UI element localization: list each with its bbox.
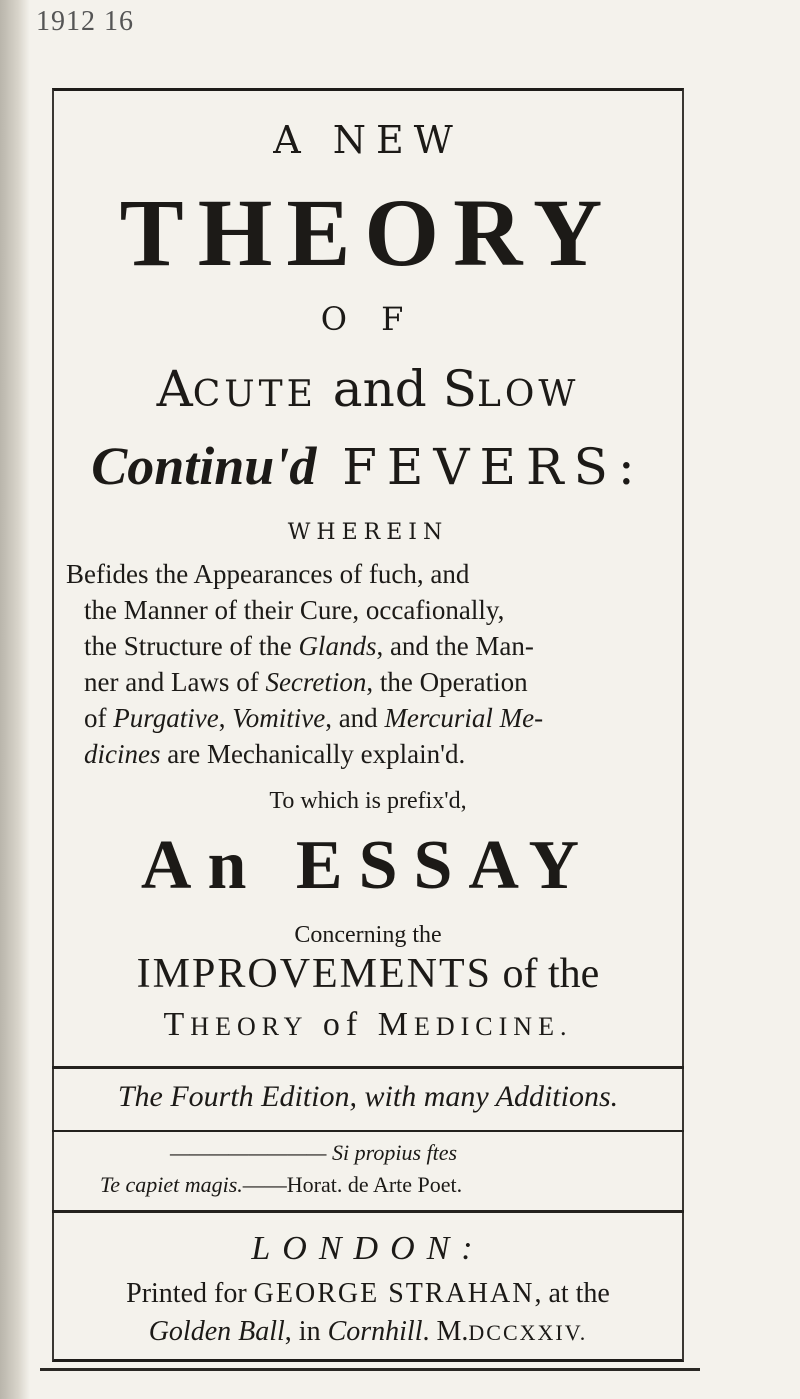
scan-edge — [0, 0, 30, 1399]
medicine-initial: M — [377, 1006, 414, 1043]
slow-rest: LOW — [476, 374, 580, 415]
concerning-line: Concerning the — [294, 922, 442, 948]
imprint-printed — [52, 1278, 684, 1310]
text: the Structure of the — [84, 631, 299, 661]
golden-ball: Golden Ball — [148, 1316, 285, 1347]
title-continud-fevers — [52, 434, 684, 497]
year-numerals: DCCXXIV. — [468, 1320, 588, 1345]
para-line-5 — [66, 700, 674, 736]
secretion-italic: Secretion — [265, 667, 367, 697]
para-line-2: the Manner of their Cure, occafionally, — [84, 595, 505, 625]
motto-line-2 — [100, 1172, 660, 1198]
text: , at the — [534, 1278, 610, 1309]
purgative-italic: Purgative — [113, 703, 219, 733]
of-word: of — [308, 1006, 378, 1043]
title-acute-and-slow — [52, 360, 684, 418]
text: of — [84, 703, 114, 733]
motto-source: ——Horat. de Arte Poet. — [242, 1172, 463, 1197]
para-line-1: Befides the Appearances of fuch, and — [66, 559, 470, 589]
medicine-rest: EDICINE. — [413, 1012, 573, 1041]
title-theory: THEORY — [119, 179, 617, 286]
imprint-address — [52, 1316, 684, 1348]
fevers-word: FEVERS: — [316, 438, 645, 496]
para-line-3 — [66, 628, 674, 664]
imprint-london: LONDON: — [251, 1230, 485, 1267]
rule-2 — [52, 1130, 684, 1132]
motto-latin: Te capiet magis. — [100, 1172, 243, 1197]
text: , and the Man- — [376, 631, 534, 661]
para-line-6 — [66, 736, 674, 772]
improvements-line — [52, 950, 684, 998]
mercurial-italic: Mercurial Me- — [384, 703, 544, 733]
theory-initial: T — [163, 1006, 191, 1043]
theory-rest: HEORY — [190, 1012, 309, 1041]
text: Printed for — [126, 1278, 254, 1309]
continud-word: Continu'd — [91, 436, 317, 496]
vomitive-italic: Vomitive — [232, 703, 326, 733]
bottom-rule — [40, 1368, 700, 1371]
cornhill: Cornhill — [327, 1316, 423, 1347]
title-of: O F — [320, 300, 416, 338]
description-paragraph — [66, 556, 674, 772]
theory-of-medicine-line — [52, 1006, 684, 1044]
acute-rest: CUTE — [192, 374, 317, 415]
shelfmark: 1912 16 — [36, 6, 134, 37]
text: , — [218, 703, 233, 733]
title-a-new: A NEW — [273, 118, 463, 162]
of-the: of the — [492, 951, 600, 997]
text: ner and Laws of — [84, 667, 266, 697]
and-word: and — [316, 360, 443, 418]
acute-initial: A — [156, 360, 193, 418]
slow-initial: S — [442, 360, 477, 418]
text: , in — [284, 1316, 328, 1347]
glands-italic: Glands — [298, 631, 377, 661]
edition-line: The Fourth Edition, with many Additions. — [117, 1080, 619, 1113]
printer-name: GEORGE STRAHAN — [253, 1278, 535, 1309]
medicines-italic: dicines — [84, 739, 161, 769]
rule-3 — [52, 1210, 684, 1213]
para-line-4 — [66, 664, 674, 700]
title-wherein: WHEREIN — [287, 520, 449, 545]
essay-title: An ESSAY — [140, 827, 596, 904]
improvements-word: IMPROVEMENTS — [136, 951, 493, 997]
text: , the Operation — [366, 667, 528, 697]
text: are Mechanically explain'd. — [160, 739, 466, 769]
motto-line-1: ———————— Si propius ftes — [170, 1140, 458, 1165]
text: . M. — [422, 1316, 469, 1347]
rule-1 — [52, 1066, 684, 1069]
text: , and — [325, 703, 385, 733]
prefix-line: To which is prefix'd, — [269, 788, 467, 814]
